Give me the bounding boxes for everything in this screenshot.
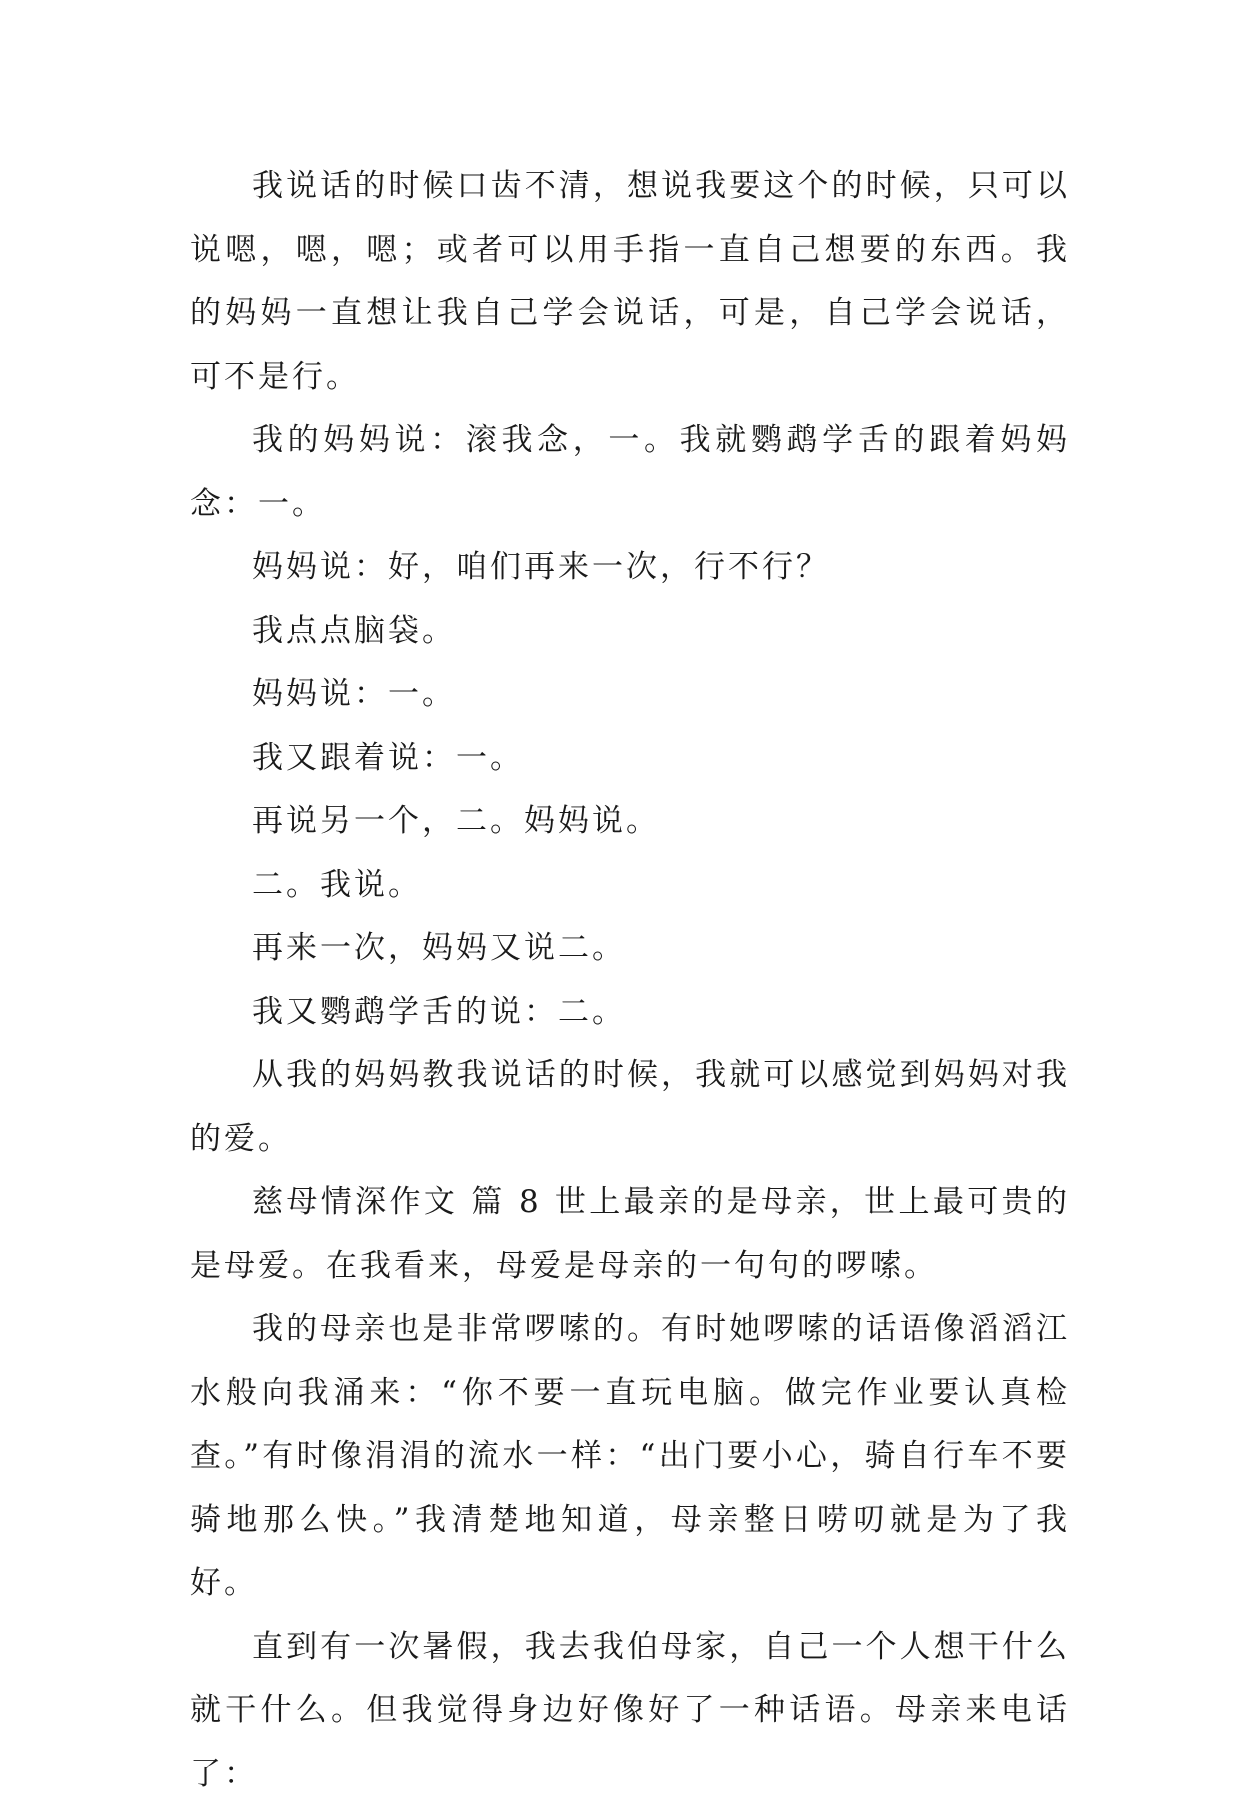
paragraph: 慈母情深作文 篇 8 世上最亲的是母亲，世上最可贵的是母爱。在我看来，母爱是母亲的一句句的啰嗦。 [190,1171,1070,1298]
paragraph: 从我的妈妈教我说话的时候，我就可以感觉到妈妈对我的爱。 [190,1044,1070,1171]
paragraph: 妈妈说：一。 [190,663,1070,727]
paragraph: 妈妈说：好，咱们再来一次，行不行？ [190,536,1070,600]
paragraph: 我点点脑袋。 [190,600,1070,664]
paragraph: 我的妈妈说：滚我念，一。我就鹦鹉学舌的跟着妈妈念：一。 [190,409,1070,536]
paragraph: 我又鹦鹉学舌的说：二。 [190,981,1070,1045]
paragraph: 我的母亲也是非常啰嗦的。有时她啰嗦的话语像滔滔江水般向我涌来：“你不要一直玩电脑。做完作业要认真检查。”有时像涓涓的流水一样：“出门要小心，骑自行车不要骑地那么快。”我清楚地知道，母亲整日唠叨就是为了我好。 [190,1298,1070,1616]
paragraph: 直到有一次暑假，我去我伯母家，自己一个人想干什么就干什么。但我觉得身边好像好了一种话语。母亲来电话了： [190,1616,1070,1806]
paragraph: 我说话的时候口齿不清，想说我要这个的时候，只可以说嗯，嗯，嗯；或者可以用手指一直自己想要的东西。我的妈妈一直想让我自己学会说话，可是，自己学会说话，可不是行。 [190,155,1070,409]
paragraph: 二。我说。 [190,854,1070,918]
paragraph: 再说另一个，二。妈妈说。 [190,790,1070,854]
document-body [190,155,1070,1806]
paragraph: 再来一次，妈妈又说二。 [190,917,1070,981]
paragraph: 我又跟着说：一。 [190,727,1070,791]
